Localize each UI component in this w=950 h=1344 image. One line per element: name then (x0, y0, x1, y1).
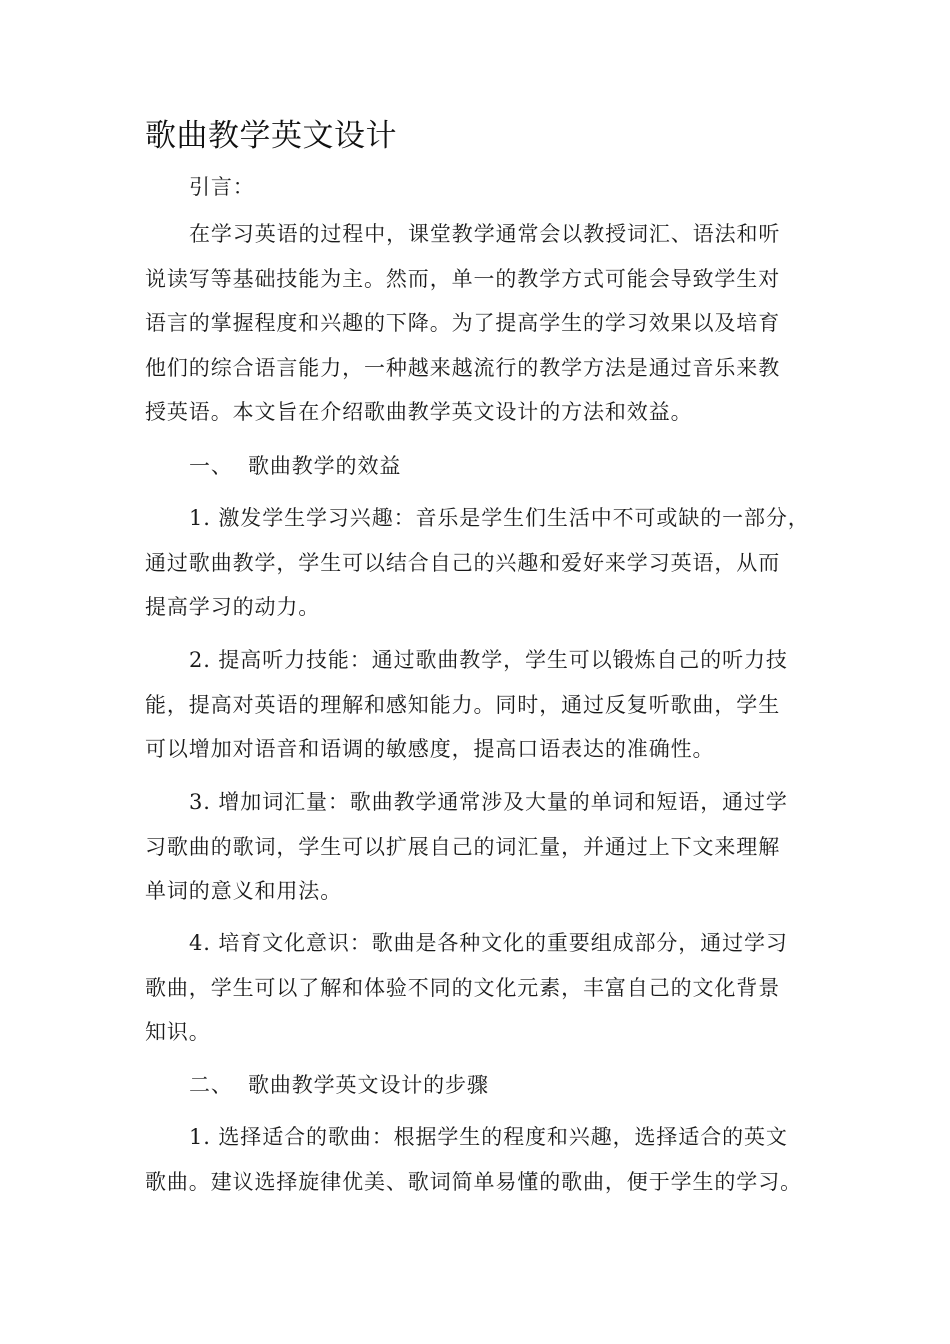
page-title: 歌曲教学英文设计 (145, 118, 397, 154)
intro-line: 语言的掌握程度和兴趣的下降。为了提高学生的学习效果以及培育 (145, 311, 781, 335)
benefit-item-2 (145, 638, 825, 772)
paragraph-line: 歌曲，学生可以了解和体验不同的文化元素，丰富自己的文化背景 (145, 975, 781, 1000)
intro-line: 他们的综合语言能力，一种越来越流行的教学方法是通过音乐来教 (145, 355, 781, 380)
paragraph-line: 1. 激发学生学习兴趣：音乐是学生们生活中不可或缺的一部分， (189, 506, 810, 530)
paragraph-line: 1. 选择适合的歌曲：根据学生的程度和兴趣，选择适合的英文 (189, 1125, 788, 1149)
intro-line: 在学习英语的过程中，课堂教学通常会以教授词汇、语法和听 (189, 222, 781, 246)
step-item-1 (145, 1115, 825, 1204)
paragraph-line: 单词的意义和用法。 (145, 879, 343, 903)
benefit-item-4 (145, 921, 825, 1055)
paragraph-line: 可以增加对语音和语调的敏感度，提高口语表达的准确性。 (145, 737, 715, 761)
paragraph-line: 通过歌曲教学，学生可以结合自己的兴趣和爱好来学习英语，从而 (145, 550, 781, 575)
benefit-item-1 (145, 496, 825, 630)
paragraph-line: 2. 提高听力技能：通过歌曲教学，学生可以锻炼自己的听力技 (189, 648, 788, 672)
paragraph-line: 4. 培育文化意识：歌曲是各种文化的重要组成部分，通过学习 (189, 931, 788, 955)
paragraph-line: 习歌曲的歌词，学生可以扩展自己的词汇量，并通过上下文来理解 (145, 834, 781, 859)
paragraph-line: 歌曲。建议选择旋律优美、歌词简单易懂的歌曲，便于学生的学习。 (145, 1169, 802, 1194)
intro-label: 引言： (189, 175, 255, 199)
benefit-item-3 (145, 780, 825, 914)
paragraph-line: 能，提高对英语的理解和感知能力。同时，通过反复听歌曲，学生 (145, 692, 781, 717)
intro-paragraph (145, 212, 825, 435)
section-heading-benefits: 一、 歌曲教学的效益 (189, 454, 402, 478)
intro-line: 说读写等基础技能为主。然而，单一的教学方式可能会导致学生对 (145, 266, 781, 291)
intro-line: 授英语。本文旨在介绍歌曲教学英文设计的方法和效益。 (145, 400, 693, 424)
paragraph-line: 知识。 (145, 1020, 211, 1044)
section-heading-steps: 二、 歌曲教学英文设计的步骤 (189, 1073, 489, 1097)
paragraph-line: 提高学习的动力。 (145, 595, 321, 619)
paragraph-line: 3. 增加词汇量：歌曲教学通常涉及大量的单词和短语，通过学 (189, 790, 788, 814)
